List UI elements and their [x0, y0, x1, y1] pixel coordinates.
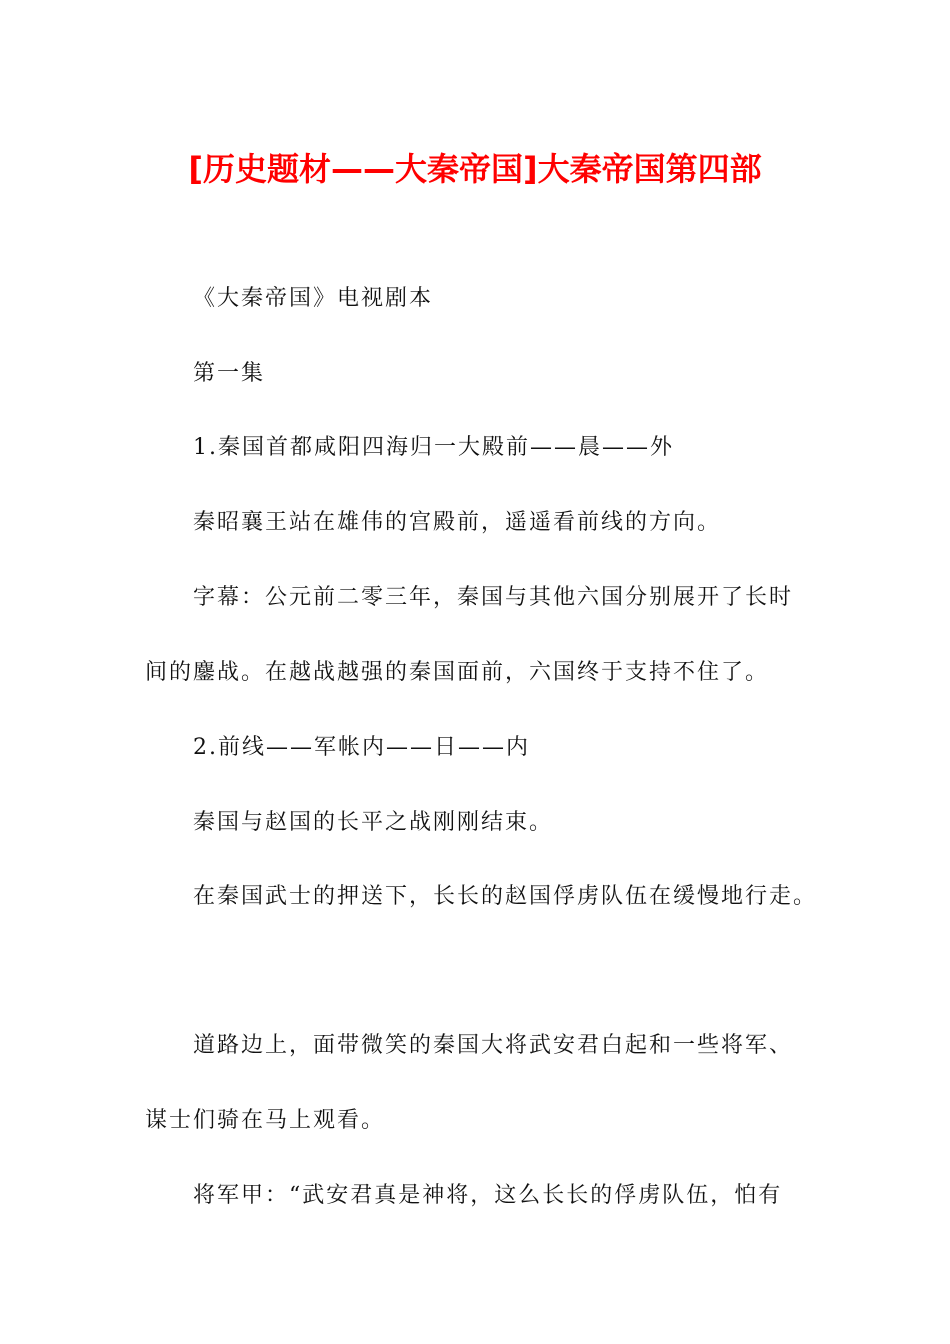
- paragraph-line: 字幕：公元前二零三年，秦国与其他六国分别展开了长时: [193, 585, 794, 610]
- document-title: [历史题材——大秦帝国]大秦帝国第四部: [188, 150, 762, 188]
- paragraph-line: 在秦国武士的押送下，长长的赵国俘虏队伍在缓慢地行走。: [193, 884, 818, 909]
- paragraph-line: 秦国与赵国的长平之战刚刚结束。: [193, 810, 554, 835]
- paragraph-line: 将军甲：“武安君真是神将，这么长长的俘虏队伍，怕有: [193, 1183, 783, 1208]
- paragraph-line: 《大秦帝国》电视剧本: [193, 286, 434, 311]
- paragraph-line: 间的鏖战。在越战越强的秦国面前，六国终于支持不住了。: [145, 660, 770, 685]
- paragraph-line: 2.前线——军帐内——日——内: [193, 735, 530, 760]
- paragraph-line: 1.秦国首都咸阳四海归一大殿前——晨——外: [193, 435, 674, 460]
- paragraph-line: 谋士们骑在马上观看。: [145, 1108, 386, 1133]
- paragraph-line: 第一集: [193, 361, 266, 386]
- paragraph-line: 秦昭襄王站在雄伟的宫殿前，遥遥看前线的方向。: [193, 510, 722, 535]
- paragraph-line: 道路边上，面带微笑的秦国大将武安君白起和一些将军、: [193, 1033, 794, 1058]
